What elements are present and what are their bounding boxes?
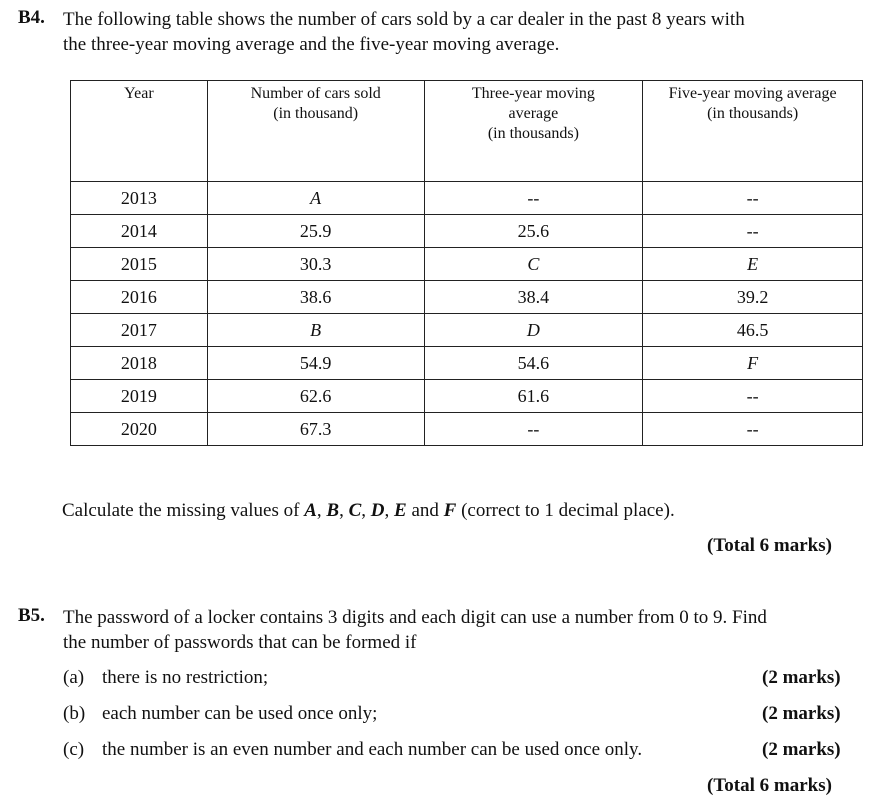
- table-row: [71, 347, 863, 380]
- five-year-average-cell: 46.5: [643, 314, 863, 347]
- b4-instruction: Calculate the missing values of A, B, C, D, E and F (correct to 1 decimal place).: [62, 500, 675, 521]
- five-year-average-cell: --: [643, 215, 863, 248]
- variable-d: D: [370, 500, 385, 521]
- year-cell: 2016: [71, 281, 208, 314]
- variable-b: B: [326, 500, 340, 521]
- part-c-marks: (2 marks): [762, 739, 841, 760]
- cars-sold-cell: 38.6: [207, 281, 424, 314]
- header-year: Year: [71, 81, 208, 182]
- b5-total-marks: (Total 6 marks): [707, 775, 832, 796]
- variable-f: F: [443, 500, 457, 521]
- year-cell: 2018: [71, 347, 208, 380]
- year-cell: 2017: [71, 314, 208, 347]
- question-b4-stem-line1: The following table shows the number of cars sold by a car dealer in the past 8 years with: [63, 9, 745, 30]
- header-three-year-average: Three-year moving average (in thousands): [424, 81, 643, 182]
- part-b-label: (b): [63, 703, 86, 724]
- unknown-variables: A, B, C, D, E and F: [304, 500, 457, 521]
- table-row: [71, 413, 863, 446]
- part-a-marks: (2 marks): [762, 667, 841, 688]
- question-b5-stem-line2: the number of passwords that can be formed if: [63, 632, 417, 653]
- year-cell: 2020: [71, 413, 208, 446]
- cars-sold-table: [70, 80, 863, 446]
- part-b-text: each number can be used once only;: [102, 703, 378, 724]
- part-c-label: (c): [63, 739, 85, 760]
- question-b4-stem-line2: the three-year moving average and the five-year moving average.: [63, 34, 560, 55]
- five-year-average-cell: --: [643, 413, 863, 446]
- three-year-average-cell: 54.6: [424, 347, 643, 380]
- table-row: [71, 281, 863, 314]
- year-cell: 2019: [71, 380, 208, 413]
- b4-total-marks: (Total 6 marks): [707, 535, 832, 556]
- table-row: [71, 314, 863, 347]
- header-five-year-average: Five-year moving average (in thousands): [643, 81, 863, 182]
- variable-e: E: [394, 500, 407, 521]
- question-b5-stem-line1: The password of a locker contains 3 digits and each digit can use a number from 0 to 9. Find: [63, 607, 767, 628]
- three-year-average-cell: --: [424, 413, 643, 446]
- part-a-text: there is no restriction;: [102, 667, 269, 688]
- part-a-label: (a): [63, 667, 85, 688]
- three-year-average-cell: D: [424, 314, 643, 347]
- cars-sold-cell: B: [207, 314, 424, 347]
- table-row: [71, 182, 863, 215]
- table-row: [71, 248, 863, 281]
- year-cell: 2013: [71, 182, 208, 215]
- variable-a: A: [304, 500, 317, 521]
- three-year-average-cell: 38.4: [424, 281, 643, 314]
- five-year-average-cell: F: [643, 347, 863, 380]
- table-header-row: [71, 81, 863, 182]
- cars-sold-cell: 67.3: [207, 413, 424, 446]
- year-cell: 2014: [71, 215, 208, 248]
- table-body: [71, 182, 863, 446]
- cars-sold-cell: A: [207, 182, 424, 215]
- three-year-average-cell: 61.6: [424, 380, 643, 413]
- cars-sold-cell: 25.9: [207, 215, 424, 248]
- cars-sold-cell: 54.9: [207, 347, 424, 380]
- part-c-text: the number is an even number and each number can be used once only.: [102, 739, 643, 760]
- header-cars-sold: Number of cars sold (in thousand): [207, 81, 424, 182]
- three-year-average-cell: 25.6: [424, 215, 643, 248]
- table-row: [71, 380, 863, 413]
- three-year-average-cell: C: [424, 248, 643, 281]
- year-cell: 2015: [71, 248, 208, 281]
- cars-sold-cell: 62.6: [207, 380, 424, 413]
- five-year-average-cell: E: [643, 248, 863, 281]
- three-year-average-cell: --: [424, 182, 643, 215]
- question-b5-label: B5.: [18, 605, 45, 626]
- part-b-marks: (2 marks): [762, 703, 841, 724]
- variable-c: C: [348, 500, 362, 521]
- question-b4-label: B4.: [18, 7, 45, 28]
- cars-sold-cell: 30.3: [207, 248, 424, 281]
- five-year-average-cell: 39.2: [643, 281, 863, 314]
- five-year-average-cell: --: [643, 380, 863, 413]
- table-row: [71, 215, 863, 248]
- five-year-average-cell: --: [643, 182, 863, 215]
